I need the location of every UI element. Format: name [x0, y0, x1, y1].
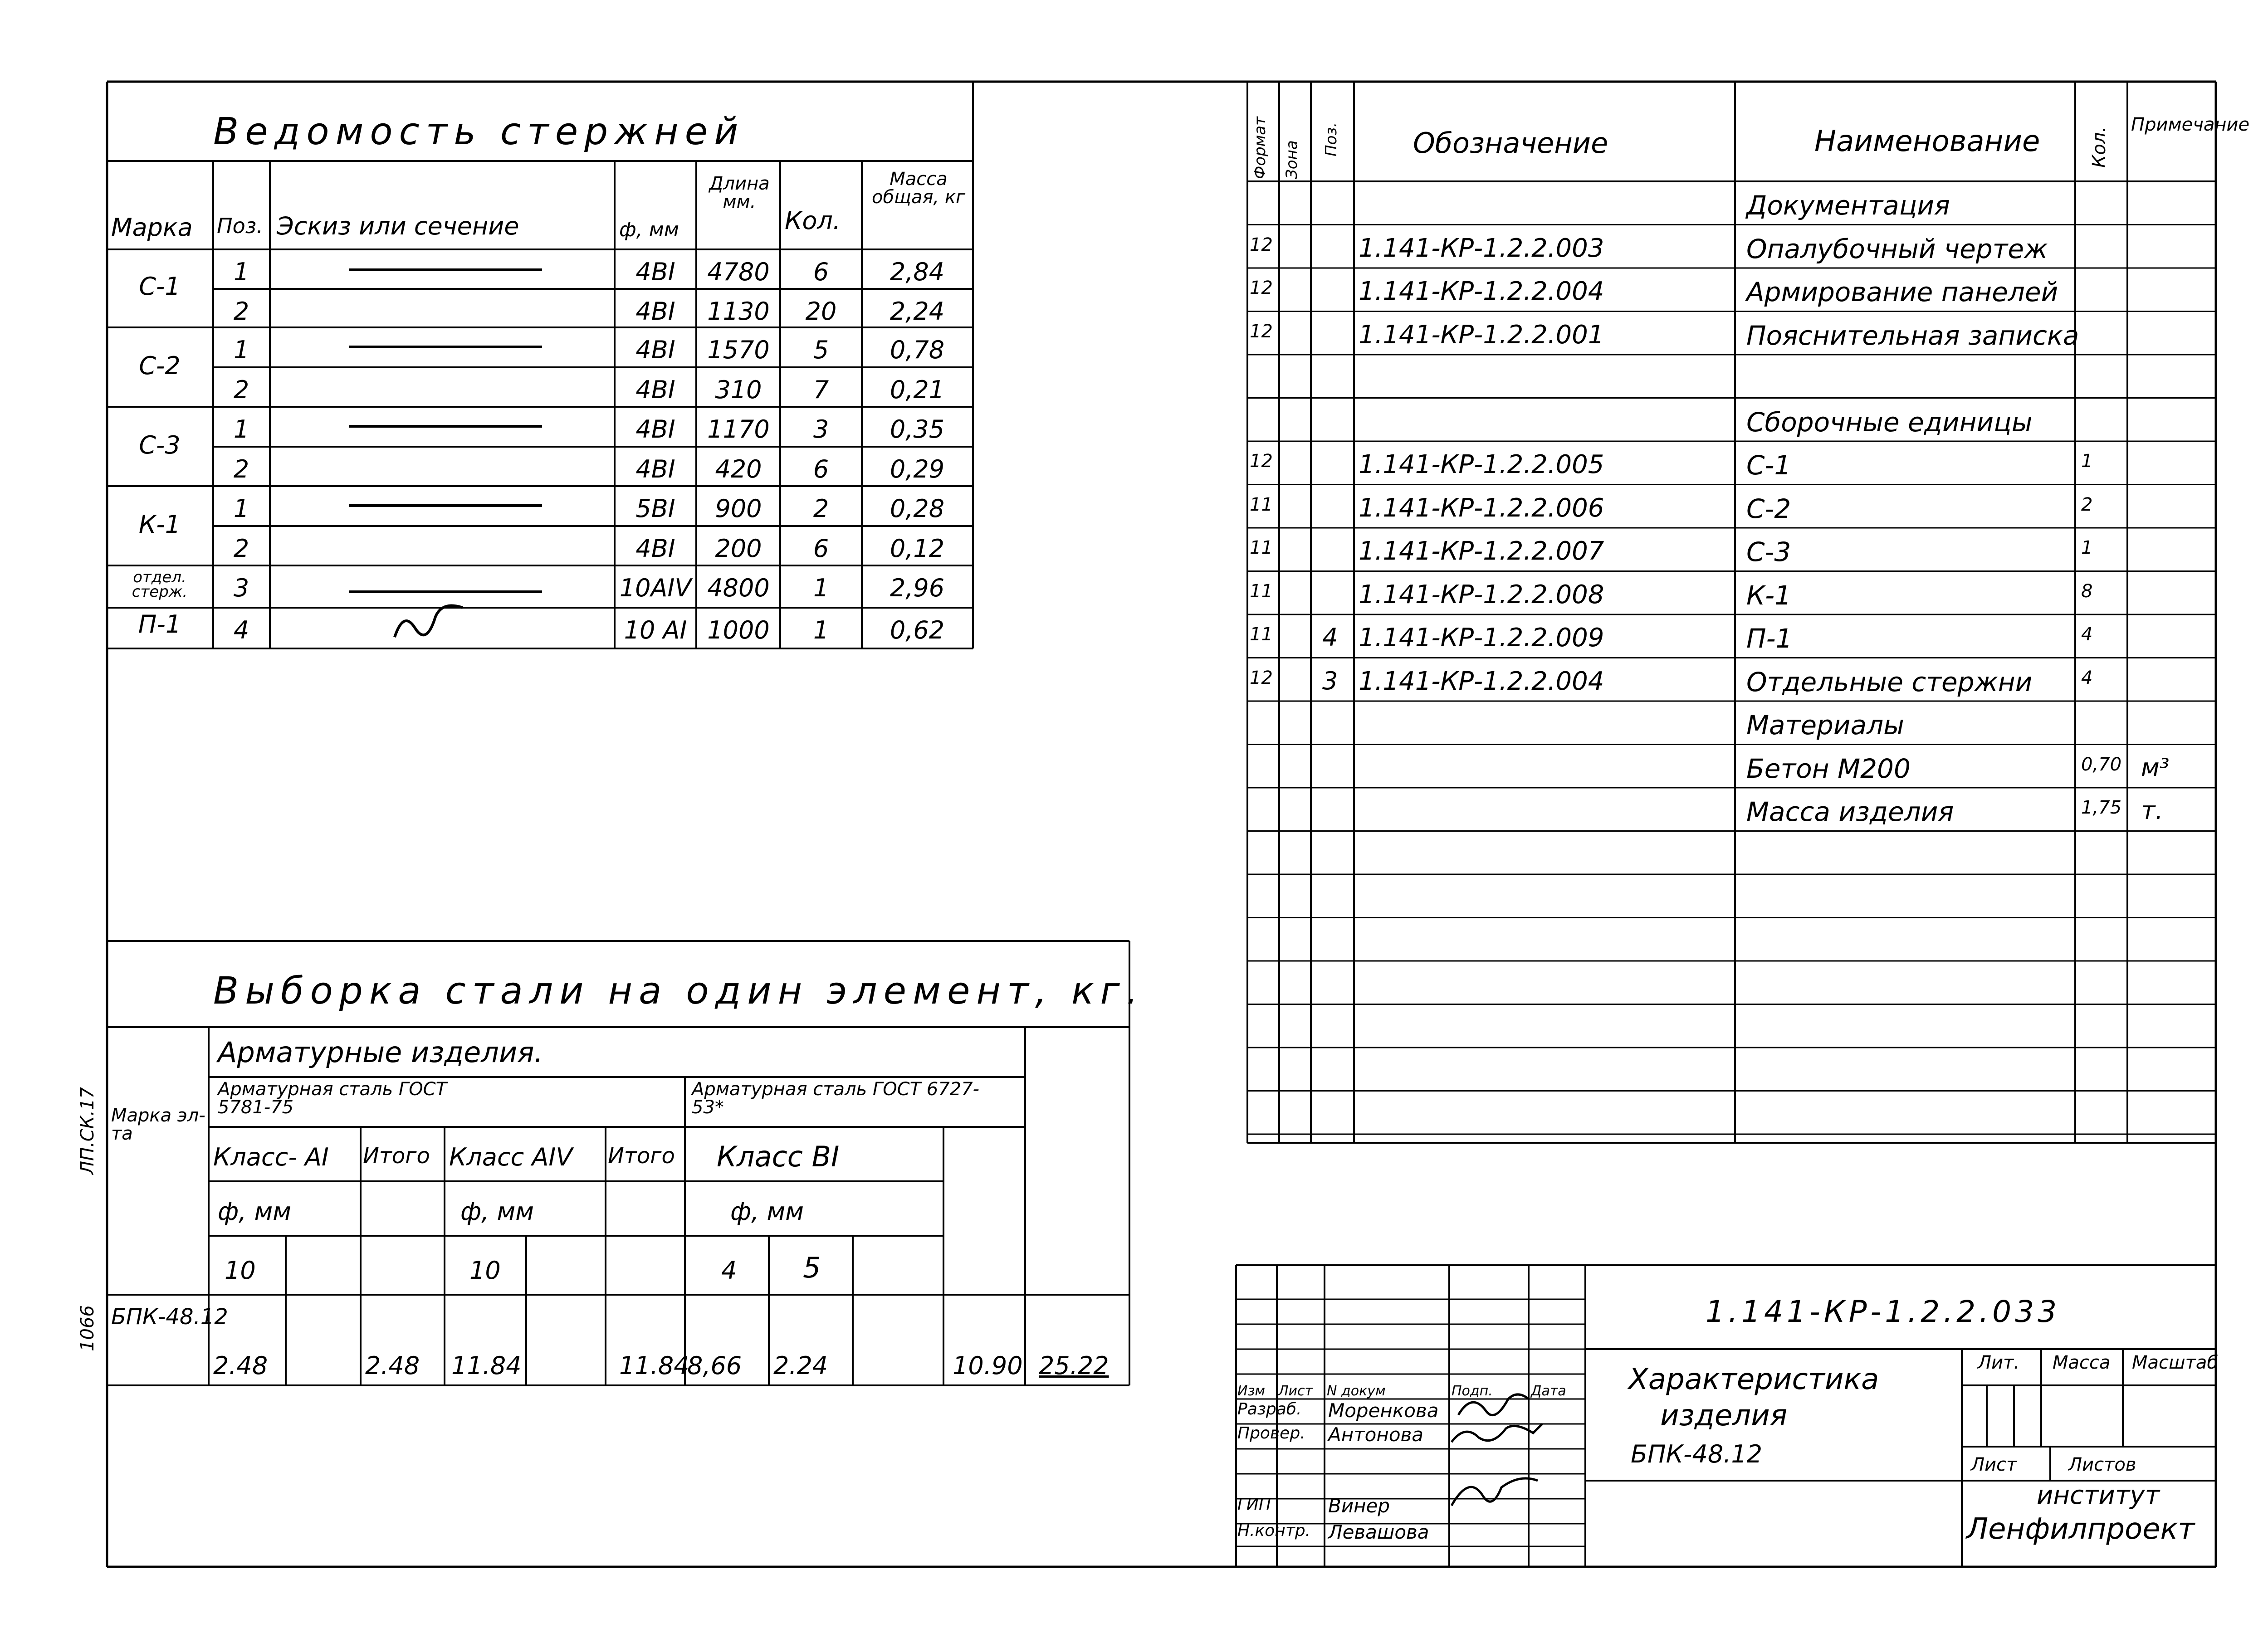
hdr-ndoc: N докум: [1327, 1383, 1386, 1399]
lit-header: Лит.: [1978, 1352, 2020, 1373]
diam-4-b1: 4: [721, 1256, 737, 1285]
rebar-length: 4780: [707, 258, 770, 286]
spec-designation: 1.141-КР-1.2.2.006: [1359, 493, 1604, 523]
spec-qty: 4: [2081, 624, 2093, 645]
hdr-sign: Подп.: [1452, 1383, 1493, 1399]
spec-name: Материалы: [1746, 710, 1904, 741]
spec-designation: 1.141-КР-1.2.2.001: [1359, 320, 1604, 350]
rebar-mass: 0,29: [890, 455, 945, 483]
spec-qty: 1: [2081, 451, 2093, 472]
spec-note-header: Примечание: [2131, 114, 2250, 135]
rebar-diam: 10 АI: [624, 616, 687, 644]
rebar-length: 1570: [707, 336, 770, 364]
rebar-diam: 4ВI: [635, 534, 675, 563]
rebar-diam: 4ВI: [635, 375, 675, 404]
steel-a1: 2.48: [213, 1351, 268, 1380]
diam-header-2: ф, мм: [460, 1197, 534, 1226]
massa-header: Масса: [2053, 1352, 2111, 1373]
rebar-diam: 4ВI: [635, 258, 675, 286]
rebar-mark: С-1: [139, 272, 181, 301]
item-name-line2: изделия: [1660, 1399, 1788, 1433]
steel-group-header: Арматурные изделия.: [218, 1036, 543, 1069]
spec-designation: 1.141-КР-1.2.2.009: [1359, 623, 1604, 653]
spec-format-header: Формат: [1251, 117, 1269, 179]
spec-format: 11: [1250, 537, 1273, 558]
hdr-list: Лист: [1278, 1383, 1313, 1399]
spec-format: 12: [1250, 451, 1273, 472]
spec-designation: 1.141-КР-1.2.2.005: [1359, 450, 1604, 479]
spec-format: 12: [1250, 234, 1273, 255]
diam-10-a1: 10: [225, 1256, 256, 1285]
rebar-mass: 0,12: [890, 534, 945, 563]
spec-name: Масса изделия: [1746, 796, 1954, 827]
rebar-qty: 2: [813, 494, 829, 523]
role-person: Антонова: [1328, 1423, 1423, 1446]
spec-format: 11: [1250, 580, 1273, 602]
spec-qty: 8: [2081, 580, 2093, 602]
rebar-qty: 7: [813, 375, 829, 404]
role-person: Левашова: [1328, 1521, 1429, 1543]
spec-note: т.: [2141, 796, 2163, 825]
rebar-qty: 6: [813, 455, 829, 483]
rebar-diam: 4ВI: [635, 455, 675, 483]
role-label: ГИП: [1237, 1495, 1271, 1514]
rebar-pos: 1: [233, 494, 249, 523]
drawing-code: 1.141-КР-1.2.2.033: [1706, 1294, 2061, 1329]
rebar-qty: 5: [813, 336, 829, 364]
steel-row-mark: БПК-48.12: [111, 1304, 228, 1330]
rebar-mark: К-1: [138, 510, 181, 539]
spec-designation: 1.141-КР-1.2.2.004: [1359, 277, 1604, 306]
role-label: Н.контр.: [1237, 1521, 1311, 1540]
spec-qty-header: Кол.: [2089, 126, 2110, 168]
col-diam-header: ф, мм: [619, 218, 679, 241]
spec-qty: 0,70: [2081, 754, 2122, 775]
spec-qty: 1: [2081, 537, 2093, 558]
spec-name: Опалубочный чертеж: [1746, 233, 2048, 264]
total2-header: Итого: [608, 1143, 675, 1169]
steel-sample-title: Выборка стали на один элемент, кг.: [213, 970, 1144, 1013]
spec-name: Армирование панелей: [1746, 277, 2058, 307]
item-mark: БПК-48.12: [1631, 1440, 1763, 1468]
rebar-diam: 4ВI: [635, 336, 675, 364]
rebar-mark: С-2: [139, 351, 181, 380]
spec-format: 12: [1250, 321, 1273, 342]
diam-header-3: ф, мм: [730, 1197, 804, 1226]
spec-name: Сборочные единицы: [1746, 406, 2033, 438]
spec-format: 12: [1250, 667, 1273, 688]
rebar-mass: 0,78: [890, 336, 945, 364]
rebar-qty: 1: [813, 616, 829, 644]
spec-name: Отдельные стержни: [1746, 666, 2033, 697]
col-mass-header: Масса общая, кг: [872, 169, 965, 208]
steel-mark-header: Марка эл-та: [111, 1105, 205, 1144]
col-pos-header: Поз.: [217, 214, 263, 238]
rebar-diam: 5ВI: [635, 494, 675, 523]
rebar-mass: 2,24: [890, 297, 945, 326]
rebar-diam: 4ВI: [635, 297, 675, 326]
spec-name-header: Наименование: [1814, 125, 2040, 158]
rebar-diam: 10АIV: [619, 574, 692, 602]
rebar-qty: 1: [813, 574, 829, 602]
diam-10-a4: 10: [469, 1256, 501, 1285]
hdr-izm: Изм: [1237, 1383, 1266, 1399]
rebar-mark: отдел. стерж.: [132, 568, 188, 601]
rebar-length: 4800: [707, 574, 770, 602]
rebar-pos: 1: [233, 258, 249, 286]
spec-name: С-3: [1746, 536, 1791, 567]
rebar-pos: 4: [233, 616, 249, 644]
steel-t1: 2.48: [365, 1351, 420, 1380]
rebar-qty: 6: [813, 258, 829, 286]
steel-b4: 8,66: [687, 1351, 742, 1380]
rebar-qty: 20: [805, 297, 837, 326]
rebar-pos: 1: [233, 336, 249, 364]
rebar-length: 1000: [707, 616, 770, 644]
spec-designation: 1.141-КР-1.2.2.008: [1359, 580, 1604, 609]
sheets-header: Листов: [2068, 1454, 2136, 1475]
steel2-header: Арматурная сталь ГОСТ 6727-53*: [692, 1079, 979, 1118]
col-mark-header: Марка: [111, 213, 193, 242]
diam-header-1: ф, мм: [218, 1197, 291, 1226]
rebar-length: 200: [715, 534, 762, 563]
rebar-pos: 1: [233, 415, 249, 444]
rebar-length: 1170: [707, 415, 770, 444]
col-qty-header: Кол.: [785, 206, 841, 235]
spec-zone-header: Зона: [1283, 140, 1301, 179]
hdr-date: Дата: [1531, 1383, 1566, 1399]
total1-header: Итого: [363, 1143, 430, 1169]
class-a4-header: Класс АIV: [449, 1143, 573, 1171]
class-a1-header: Класс- АI: [213, 1143, 329, 1171]
diam-5-b1: 5: [803, 1251, 821, 1284]
spec-designation-header: Обозначение: [1413, 127, 1608, 160]
spec-name: К-1: [1746, 580, 1792, 611]
col-length-header: Длина мм.: [709, 173, 770, 212]
spec-designation: 1.141-КР-1.2.2.004: [1359, 666, 1604, 696]
role-label: Разраб.: [1237, 1400, 1302, 1418]
steel-t3: 10.90: [953, 1351, 1023, 1380]
rebar-length: 1130: [707, 297, 770, 326]
spec-pos: 4: [1322, 623, 1338, 652]
rebar-mass: 2,96: [890, 574, 945, 602]
rebar-diam: 4ВI: [635, 415, 675, 444]
org-line2: Ленфилпроект: [1966, 1512, 2195, 1546]
rebar-mass: 0,35: [890, 415, 945, 444]
spec-pos-header: Поз.: [1322, 122, 1340, 156]
org-line1: институт: [2037, 1481, 2160, 1510]
role-label: Провер.: [1237, 1424, 1305, 1443]
margin-stamp-2: 1066: [77, 1305, 98, 1351]
spec-format: 12: [1250, 278, 1273, 298]
steel-a4: 11.84: [451, 1351, 522, 1380]
steel-b5: 2.24: [773, 1351, 828, 1380]
rebar-qty: 3: [813, 415, 829, 444]
rebar-qty: 6: [813, 534, 829, 563]
rebar-pos: 2: [233, 375, 249, 404]
steel-total: 25.22: [1039, 1351, 1109, 1380]
spec-name: С-1: [1746, 450, 1791, 481]
rebar-mark: П-1: [138, 610, 181, 639]
rebar-mass: 0,28: [890, 494, 945, 523]
spec-qty: 1,75: [2081, 797, 2122, 818]
rebar-pos: 2: [233, 297, 249, 326]
spec-name: Пояснительная записка: [1746, 320, 2079, 351]
rebar-length: 310: [715, 375, 762, 404]
rebar-pos: 2: [233, 455, 249, 483]
spec-name: Документация: [1746, 190, 1950, 221]
steel1-header: Арматурная сталь ГОСТ 5781-75: [218, 1079, 447, 1118]
steel-t2: 11.84: [619, 1351, 689, 1380]
class-b1-header: Класс ВI: [717, 1140, 840, 1173]
spec-qty: 4: [2081, 667, 2093, 688]
spec-pos: 3: [1322, 666, 1338, 695]
spec-format: 11: [1250, 624, 1273, 645]
role-person: Винер: [1328, 1495, 1390, 1517]
sheet-header: Лист: [1971, 1454, 2017, 1475]
spec-designation: 1.141-КР-1.2.2.003: [1359, 233, 1604, 263]
rebar-pos: 2: [233, 534, 249, 563]
masht-header: Масштаб: [2132, 1352, 2219, 1373]
rebar-mark: С-3: [139, 431, 181, 459]
rebar-pos: 3: [233, 574, 249, 602]
role-person: Моренкова: [1328, 1399, 1439, 1422]
rebar-length: 900: [715, 494, 762, 523]
rebar-length: 420: [715, 455, 762, 483]
margin-stamp-1: ЛП.СК.17: [77, 1087, 98, 1175]
spec-name: С-2: [1746, 493, 1791, 524]
spec-format: 11: [1250, 494, 1273, 515]
col-sketch-header: Эскиз или сечение: [277, 212, 519, 240]
rebar-schedule-title: Ведомость стержней: [213, 110, 745, 153]
rebar-mass: 2,84: [890, 258, 945, 286]
spec-qty: 2: [2081, 494, 2093, 515]
rebar-mass: 0,21: [890, 375, 945, 404]
item-name-line1: Характеристика: [1628, 1363, 1879, 1396]
spec-designation: 1.141-КР-1.2.2.007: [1359, 536, 1604, 566]
spec-note: м³: [2141, 753, 2170, 782]
rebar-mass: 0,62: [890, 616, 945, 644]
spec-name: Бетон М200: [1746, 753, 1911, 784]
spec-name: П-1: [1746, 623, 1793, 654]
